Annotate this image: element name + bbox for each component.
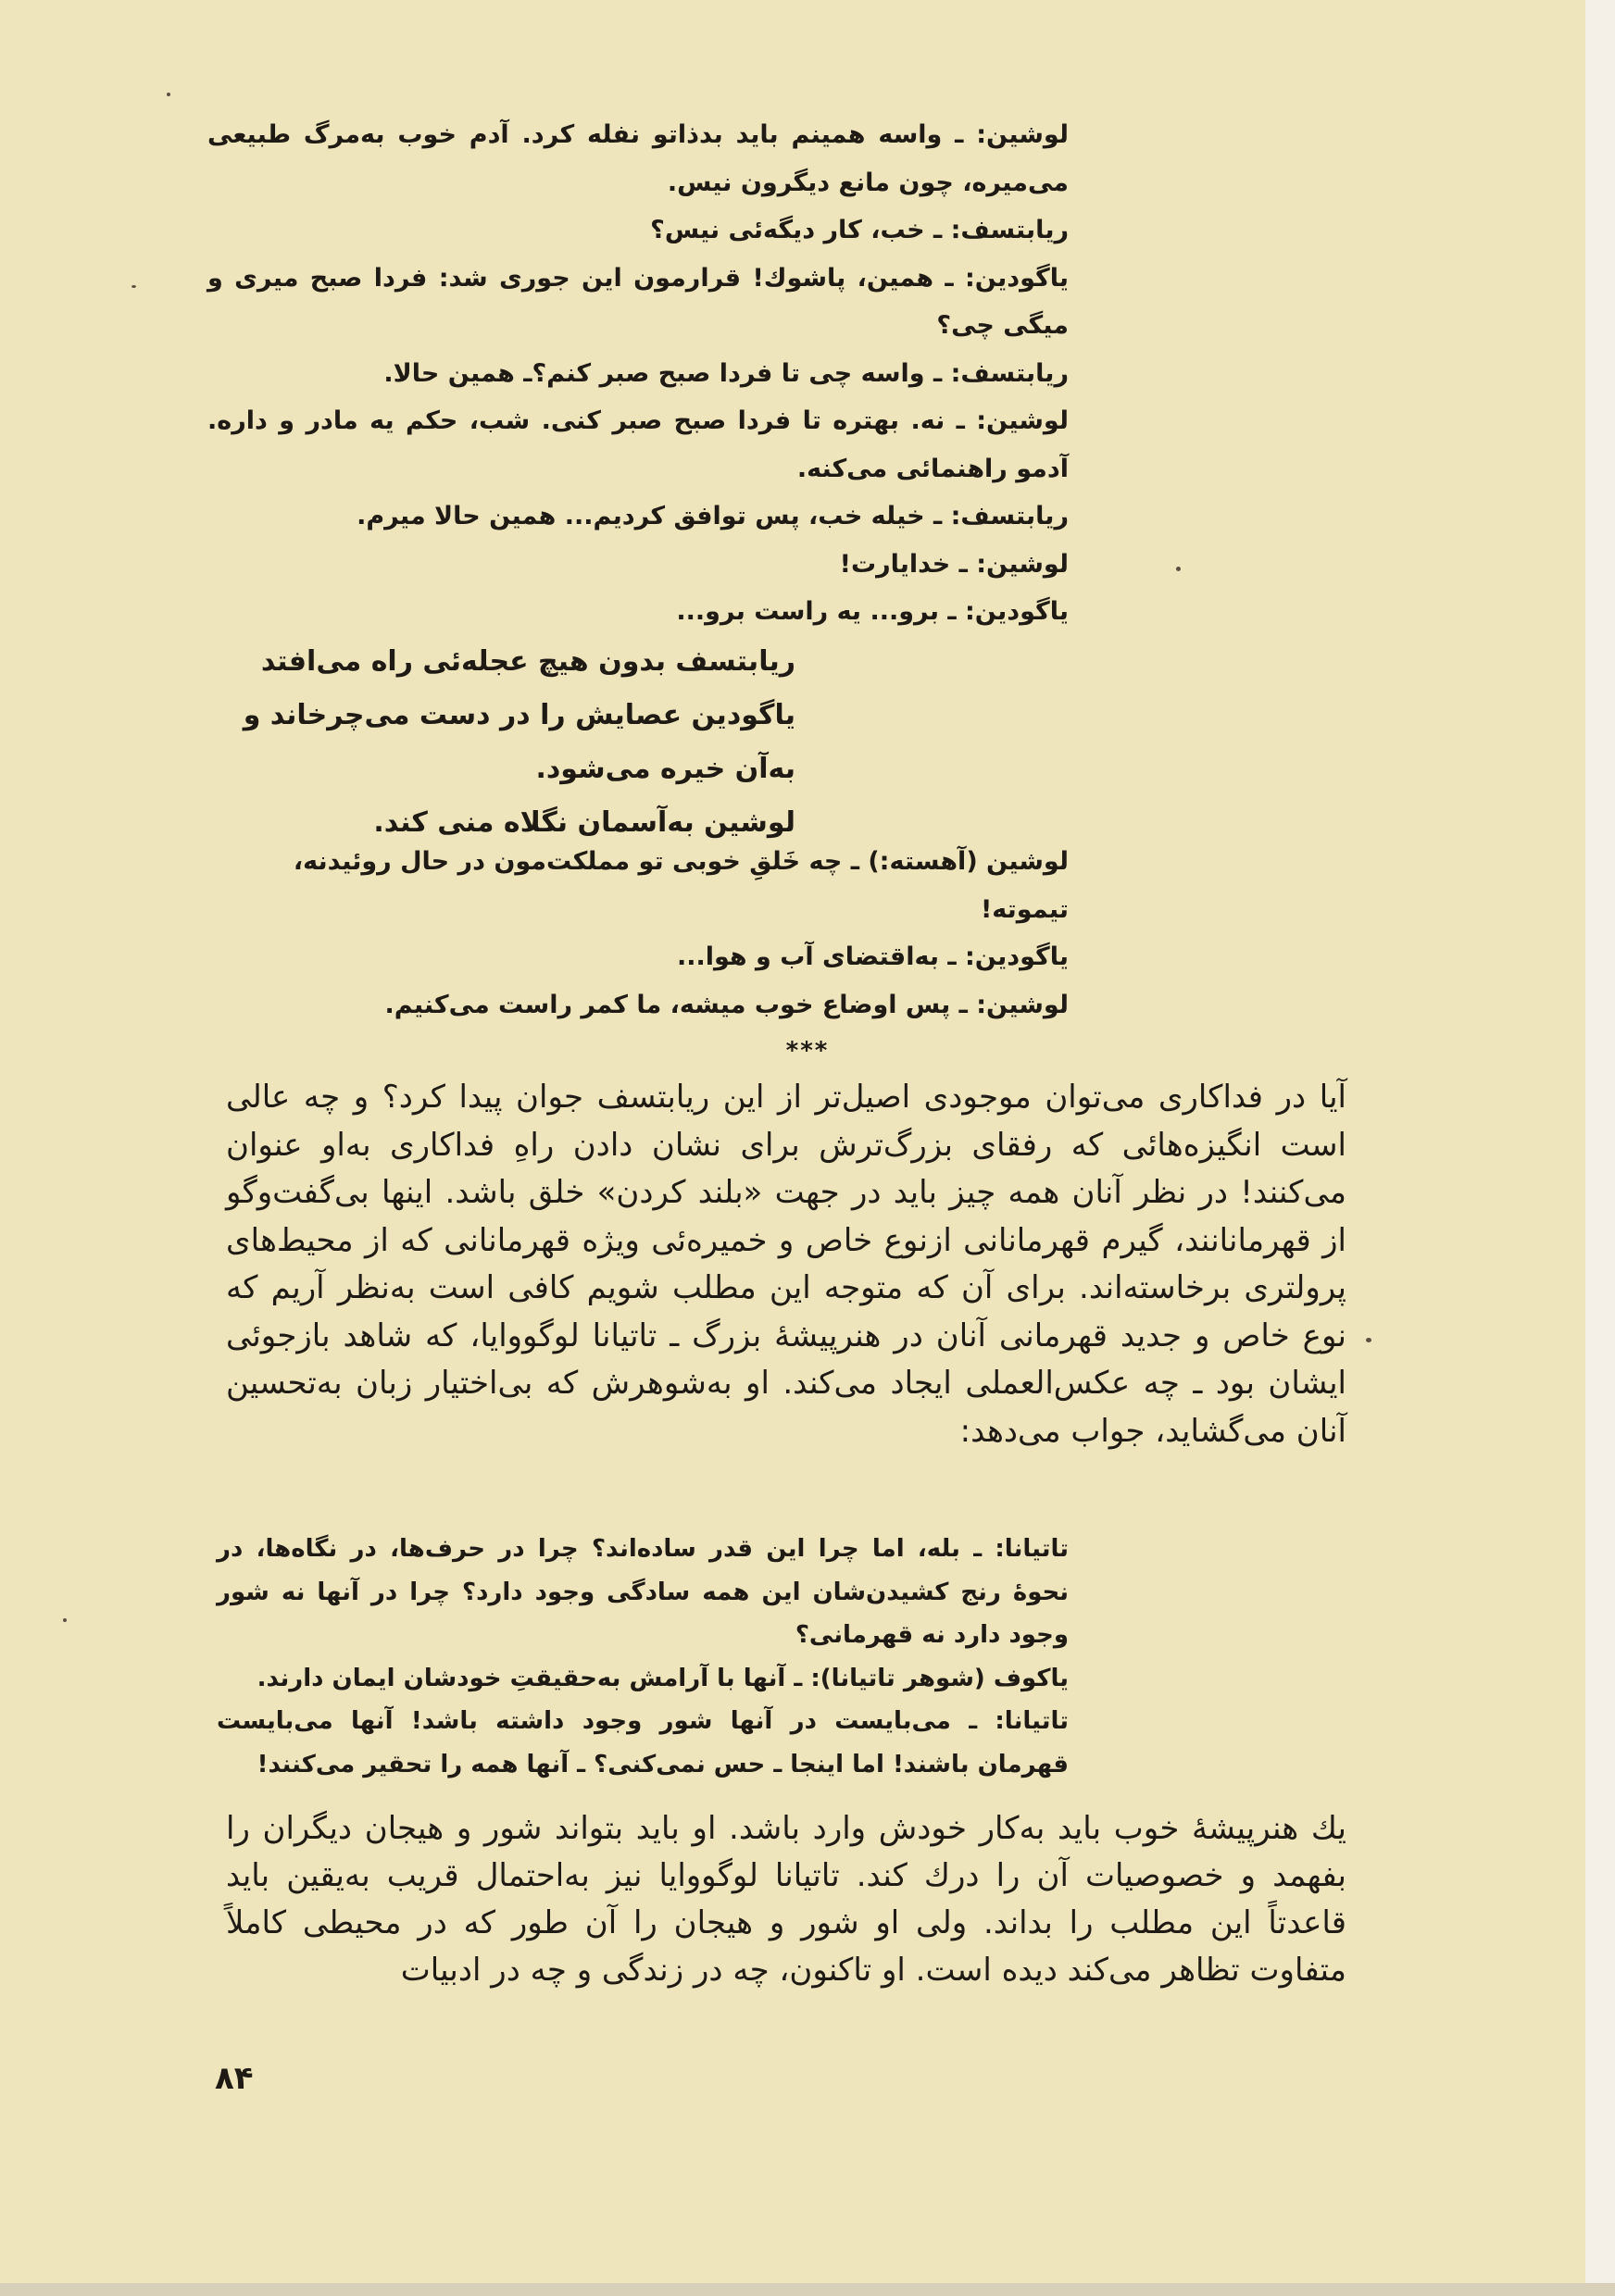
quote-line: یاکوف (شوهر تاتیانا): ـ آنها با آرامش به‌حقیقتِ خودشان ایمان دارند. (257, 1664, 1069, 1692)
dialogue-line: لوشین (آهسته:) ـ چه خَلقِ خوبی تو مملکت‌مون در حال روئیدنه، تیموته! (293, 847, 1069, 924)
paper-speck (63, 1618, 67, 1622)
essay-text: يك هنرپیشهٔ خوب باید به‌کار خودش وارد باشد. او باید بتواند شور و هیجان دیگران را بفهمد و خصوصیات آن را درك کند. تاتیانا لوگووایا نیز به‌احتمال قریب به‌یقین باید قاعدتاً این مطلب را بداند. ولی او شور و هیجان را آن طور که در محیطی کاملاً متفاوت تظاهر می‌کند دیده است. او تاکنون، چه در زندگی و چه در ادبیات (226, 1810, 1346, 1989)
quoted-dialogue (217, 1528, 1069, 1786)
dialogue-line: یاگودین: ـ به‌اقتضای آب و هوا... (676, 942, 1069, 971)
paper-speck (131, 285, 136, 288)
quote-line: تاتیانا: ـ می‌بایست در آنها شور وجود داشته باشد! آنها می‌بایست قهرمان باشند! اما اینجا ـ حس نمی‌کنی؟ ـ آنها همه را تحقیر می‌کنند! (217, 1707, 1069, 1778)
dialogue-line: ریابتسف: ـ واسه چی تا فردا صبح صبر کنم؟ـ همین حالا. (383, 358, 1069, 388)
dialogue-line: یاگودین: ـ برو... یه راست برو... (676, 597, 1069, 626)
dialogue-line: لوشین: ـ خدایارت! (839, 549, 1069, 579)
paper-speck (167, 93, 170, 96)
dialogue-line: لوشین: ـ واسه همینم باید بدذاتو نفله کرد. آدم خوب به‌مرگ طبیعی می‌میره، چون مانع دیگرون نیس. (207, 120, 1069, 197)
dialogue-block-bottom (207, 838, 1069, 1029)
stage-direction (203, 635, 795, 850)
stage-direction-line: لوشین به‌آسمان نگلاه منی کند. (373, 806, 795, 839)
scan-margin-right (1585, 0, 1615, 2296)
stage-direction-line: به‌آن خیره می‌شود. (535, 753, 795, 785)
dialogue-line: لوشین: ـ پس اوضاع خوب میشه، ما کمر راست می‌کنیم. (384, 990, 1069, 1019)
essay-paragraph (226, 1074, 1346, 1455)
scan-margin-bottom (0, 2283, 1615, 2296)
dialogue-line: ریابتسف: ـ خیله خب، پس توافق کردیم... همین حالا میرم. (357, 502, 1069, 530)
dialogue-line: یاگودین: ـ همین، پاشوك! قرارمون این جوری شد: فردا صبح میری و میگی چی؟ (207, 263, 1069, 340)
section-separator: *** (785, 1037, 830, 1065)
paper-speck (1176, 567, 1181, 571)
dialogue-line: لوشین: ـ نه. بهتره تا فردا صبح صبر کنی. شب، حکم یه مادر و داره. آدمو راهنمائی می‌کنه. (207, 406, 1069, 483)
page-number: ۸۴ (215, 2060, 254, 2097)
quote-line: تاتیانا: ـ بله، اما چرا این قدر ساده‌اند؟ چرا در حرف‌ها، در نگاه‌ها، در نحوهٔ رنج کشیدن‌شان این همه سادگی وجود دارد؟ چرا در آنها نه شور وجود دارد نه قهرمانی؟ (217, 1535, 1069, 1649)
dialogue-line: ریابتسف: ـ خب، کار دیگه‌ئی نیس؟ (650, 216, 1069, 244)
essay-paragraph-2 (226, 1805, 1346, 1994)
stage-direction-line: یاگودین عصایش را در دست می‌چرخاند و (243, 699, 795, 731)
essay-text: آیا در فداکاری می‌توان موجودی اصیل‌تر از این ریابتسف جوان پیدا کرد؟ و چه عالی است انگیزه‌هائی که رفقای بزرگ‌ترش برای نشان دادن راهِ فداکاری به‌او عنوان می‌کنند! در نظر آنان همه چیز باید در جهت «بلند کردن» خلق باشد. اینها بی‌گفت‌وگو از قهرمانانند، گیرم قهرمانانی ازنوع خاص و خمیره‌ئی ویژه قهرمانانی که از محیط‌های پرولتری برخاسته‌اند. برای آن که متوجه این مطلب شویم کافی است به‌نظر آریم که نوع خاص و جدید قهرمانی آنان در هنرپیشهٔ بزرگ ـ تاتیانا لوگووایا، که شاهد بازجوئی ایشان بود ـ چه عکس‌العملی ایجاد می‌کند. او به‌شوهرش که بی‌اختیار زبان به‌تحسین آنان می‌گشاید، جواب می‌دهد: (226, 1079, 1346, 1450)
dialogue-block-top (207, 111, 1069, 636)
paper-speck (1366, 1338, 1371, 1342)
stage-direction-line: ریابتسف بدون هیچ عجله‌ئی راه می‌افتد (260, 645, 795, 678)
